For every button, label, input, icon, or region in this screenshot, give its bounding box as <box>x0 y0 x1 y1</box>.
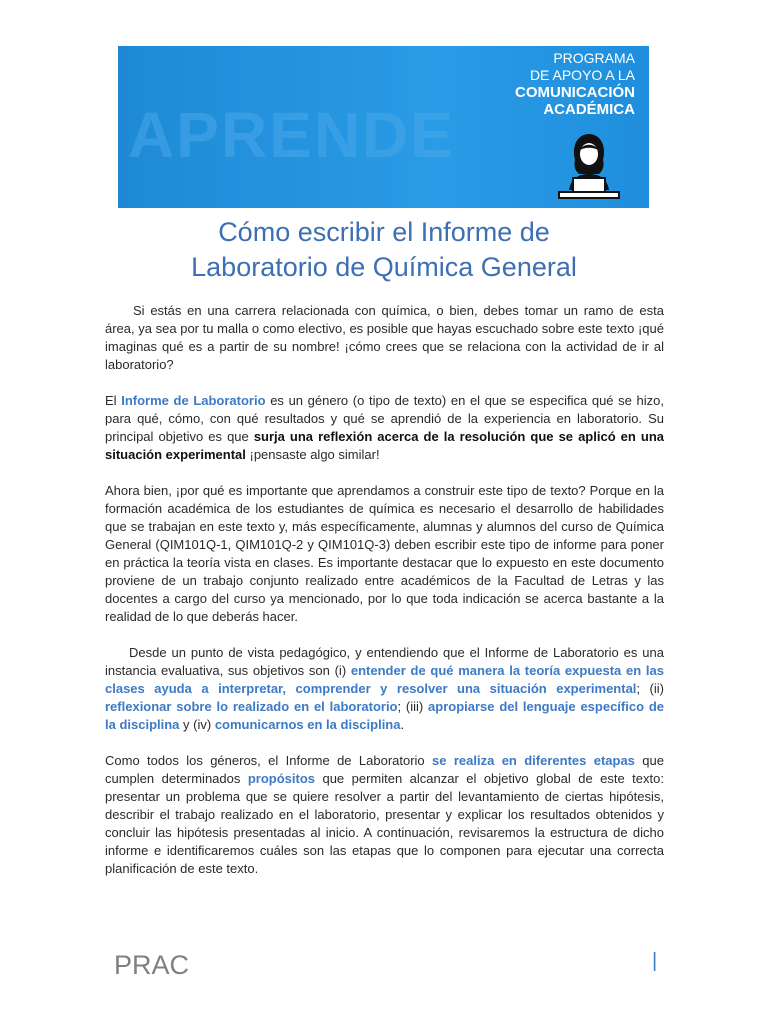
paragraph-1 <box>105 302 664 374</box>
program-line-3: COMUNICACIÓN <box>515 84 635 101</box>
p4-text-2: ; (ii) <box>636 681 664 696</box>
p4-highlight-2: reflexionar sobre lo realizado en el laboratorio <box>105 699 398 714</box>
p4-text-3: ; (iii) <box>397 699 429 714</box>
p2-text-2: es un género (o tipo de texto) en el que se especifica qué se hizo, para qué, cómo, con qué resultados y qué se aprendió de la experiencia en laboratorio. Su principal objetivo es que <box>105 393 665 444</box>
p4-text-1: Desde un punto de vista pedagógico, y entendiendo que el Informe de Laboratorio es una instancia evaluativa, sus objetivos son (i) <box>105 645 664 678</box>
p2-highlight-2: surja una reflexión acerca de la resolución que se aplicó en una situación experimental <box>105 429 664 462</box>
p3-text: Ahora bien, ¡por qué es importante que aprendamos a construir este tipo de texto? Porque en la formación académica de los estudiantes de química es necesario el desarrollo de habilidades que se trabajan en este texto y, más específicamente, alumnas y alumnos del curso de Química General (QIM101Q-1, QIM101Q-2 y QIM101Q-3) deben escribir este tipo de informe para poner en práctica la teoría vista en clases. Es importante destacar que lo expuesto en este documento proviene de un trabajo conjunto realizado entre académicos de la Facultad de Letras y las docentes a cargo del curso ya mencionado, por lo que toda indicación se acerca bastante a la realidad de lo que deberás hacer. <box>105 483 664 624</box>
p4-highlight-1: entender de qué manera la teoría expuesta en las clases ayuda a interpretar, comprender y resolver una situación experimental <box>105 663 664 696</box>
p5-text-1: Como todos los géneros, el Informe de Laboratorio <box>105 753 433 768</box>
p2-highlight-1: Informe de Laboratorio <box>121 393 266 408</box>
footer-page-marker: | <box>652 950 658 972</box>
p5-text-3: que permiten alcanzar el objetivo global de este texto: presentar un problema que se quiere resolver a partir del levantamiento de ciertas hipótesis, describir el trabajo realizado en el laboratorio, presentar y explicar los resultados obtenidos y concluir las hipótesis presentadas al inicio. A continuación, revisaremos la estructura de dicho informe e identificaremos cuáles son las etapas que lo componen para ejecutar una correcta planificación de este texto. <box>105 771 664 876</box>
p5-text-2: que cumplen determinados <box>105 753 664 786</box>
p4-text-5: . <box>400 717 405 732</box>
paragraph-2 <box>105 392 664 464</box>
p4-text-4: y (iv) <box>179 717 215 732</box>
student-laptop-icon <box>549 130 629 202</box>
header-banner <box>118 46 649 208</box>
paragraph-3 <box>105 482 664 626</box>
p2-text-1: El <box>105 393 122 408</box>
program-line-2: DE APOYO A LA <box>529 67 635 83</box>
p2-text-3: ¡pensaste algo similar! <box>245 447 380 462</box>
p4-highlight-4: comunicarnos en la disciplina <box>214 717 401 732</box>
paragraph-4 <box>105 644 664 734</box>
paragraph-5 <box>105 752 664 878</box>
aprende-watermark: APRENDE <box>128 99 455 171</box>
program-logo-text <box>515 50 635 118</box>
title-line-2: Laboratorio de Química General <box>191 252 577 282</box>
p1-text: Si estás en una carrera relacionada con química, o bien, debes tomar un ramo de esta área, ya sea por tu malla o como electivo, es posible que hayas escuchado sobre este texto ¡qué imaginas qué es a partir de su nombre! ¡cómo crees que se relaciona con la actividad de ir al laboratorio? <box>105 303 664 372</box>
p4-highlight-3: apropiarse del lenguaje específico de la disciplina <box>105 699 664 732</box>
document-body <box>105 302 664 896</box>
document-title <box>110 215 658 285</box>
program-line-4: ACADÉMICA <box>543 101 635 118</box>
title-line-1: Cómo escribir el Informe de <box>218 217 550 247</box>
p5-highlight-2: propósitos <box>247 771 315 786</box>
footer-prac-label: PRAC <box>114 950 190 980</box>
program-line-1: PROGRAMA <box>553 50 635 66</box>
p5-highlight-1: se realiza en diferentes etapas <box>432 753 635 768</box>
